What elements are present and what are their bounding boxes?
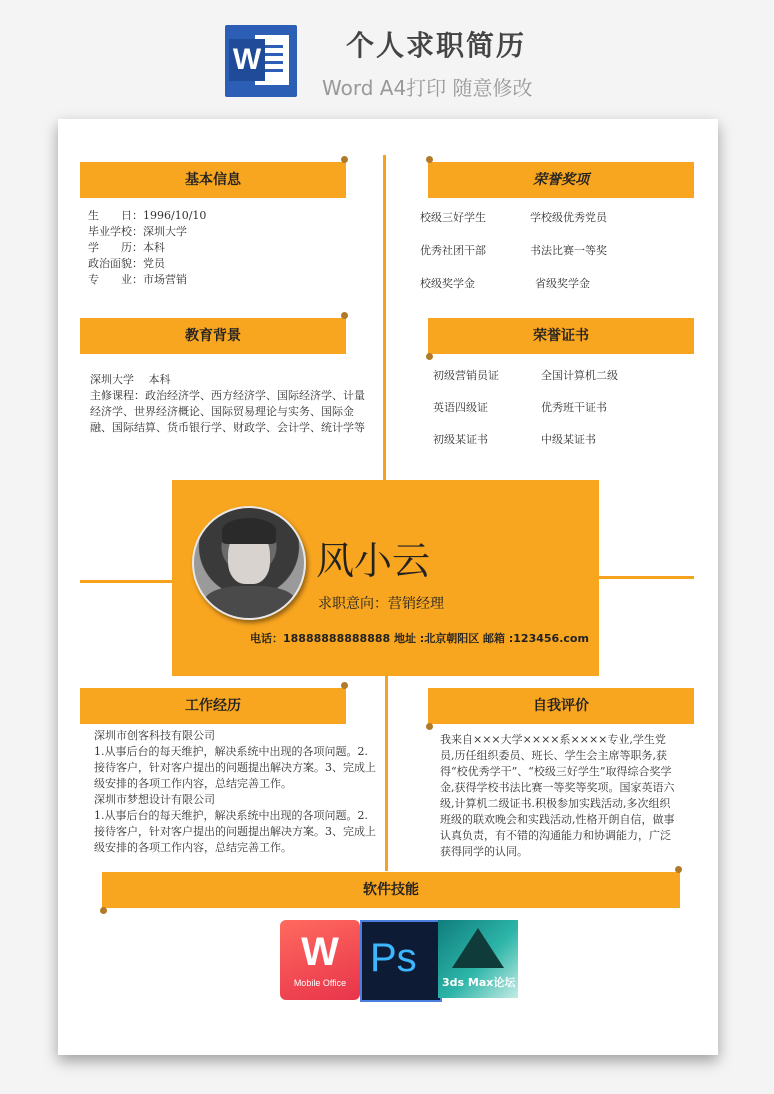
profile-intent: 求职意向：营销经理 [318,596,444,612]
connector-line [599,576,694,579]
cert-item: 全国计算机二级 [541,369,618,382]
honor-item: 校级奖学金 [420,277,475,290]
connector-line [385,676,388,871]
section-header-certs: 荣誉证书 [428,318,694,354]
section-header-skills: 软件技能 [102,872,680,908]
page-subtitle: Word A4打印 随意修改 [322,76,533,100]
profile-name: 风小云 [316,539,431,583]
basic-political: 政治面貌：党员 [88,257,165,270]
section-header-work: 工作经历 [80,688,346,724]
education-school: 深圳大学 本科 [90,373,171,386]
cert-item: 初级某证书 [433,433,488,446]
basic-degree: 学 历：本科 [88,241,165,254]
work-text: 深圳市创客科技有限公司 1.从事后台的每天维护，解决系统中出现的各项问题。2.接待客户，针对客户提出的问题提出解决方案。3、完成上级安排的各项工作内容，总结完善工作。 深圳市梦想设计有限公司 1.从事后台的每天维护，解决系统中出现的各项问题。2.接待客户，针对客户提出的问题提出解决方案。3、完成上级安排的各项工作内容，总结完善工作。 [94,729,376,854]
honor-item: 优秀社团干部 [420,244,486,257]
basic-info-list [88,208,206,288]
section-header-education: 教育背景 [80,318,346,354]
profile-contact: 电话：18888888888888 地址 :北京朝阳区 邮箱 :123456.com [250,632,589,645]
wps-office-icon: W Mobile Office [280,920,360,1000]
self-text: 我来自×××大学××××系××××专业,学生党员,历任组织委员、班长、学生会主席等职务,获得“校优秀学干”、“校级三好学生”取得综合奖学金,获得学校书法比赛一等奖等奖项。国家英语六级,计算机二级证书.积极参加实践活动,多次组织班级的联欢晚会和实践活动,性格开朗自信，做事认真负责，有不错的沟通能力和协调能力，广泛获得同学的认同。 [440,733,675,858]
connector-line [80,580,173,583]
basic-birthday: 生 日：1996/10/10 [88,209,207,222]
word-icon: W [225,25,297,97]
page-title: 个人求职简历 [346,29,527,62]
honor-item: 校级三好学生 [420,211,486,224]
cert-item: 初级营销员证 [433,369,499,382]
3ds-max-icon: 3ds Max论坛 [438,920,518,998]
section-header-self: 自我评价 [428,688,694,724]
cert-item: 优秀班干证书 [541,401,607,414]
basic-major: 专 业：市场营销 [88,273,187,286]
honor-item: 学校级优秀党员 [530,211,607,224]
cert-item: 英语四级证 [433,401,488,414]
basic-school: 毕业学校：深圳大学 [88,225,187,238]
avatar [192,506,306,620]
connector-line [383,155,386,483]
honor-item: 书法比赛一等奖 [530,244,607,257]
photoshop-icon: Ps [360,920,442,1002]
education-courses: 主修课程：政治经济学、西方经济学、国际经济学、计量经济学、世界经济概论、国际贸易理论与实务、国际金融、国际结算、货币银行学、财政学、会计学、统计学等 [90,389,365,434]
section-header-basic: 基本信息 [80,162,346,198]
cert-item: 中级某证书 [541,433,596,446]
honor-item: 省级奖学金 [535,277,590,290]
section-header-honors: 荣誉奖项 [428,162,694,198]
